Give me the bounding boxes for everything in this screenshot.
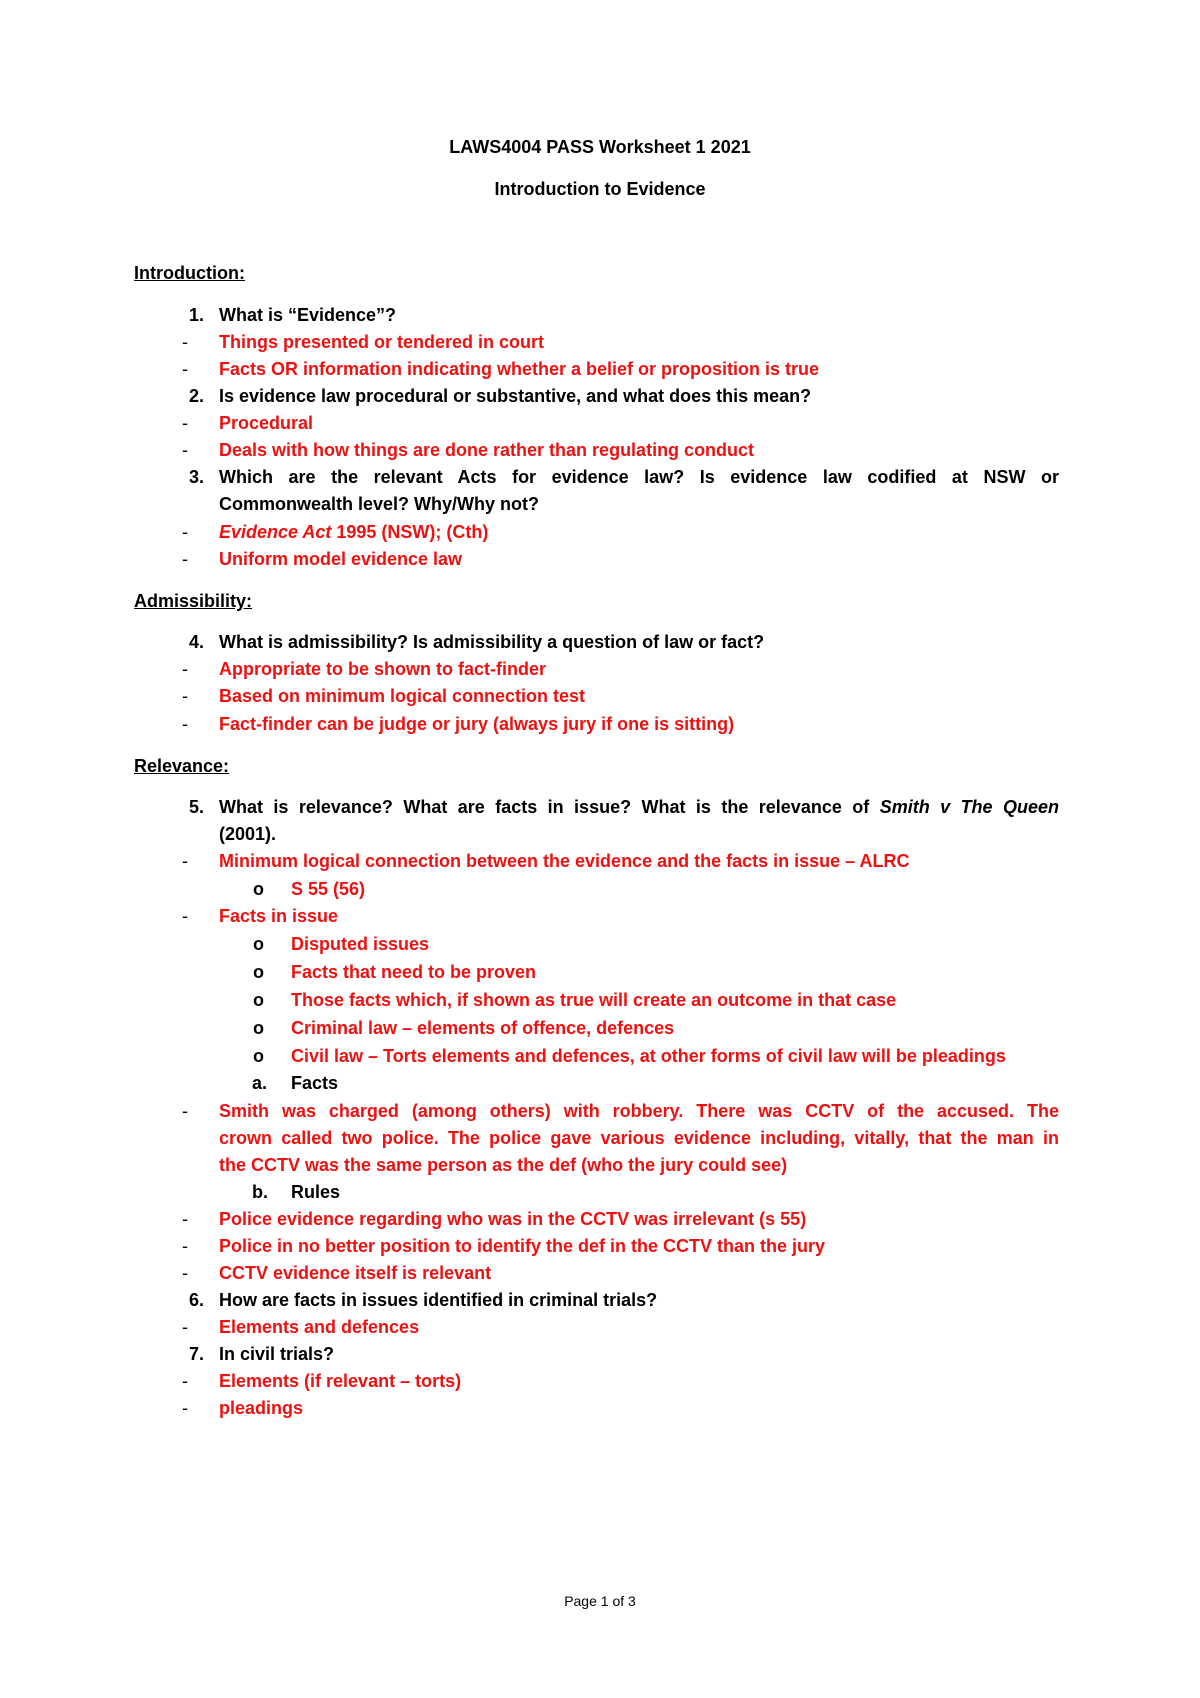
dash-marker: - [182,522,188,542]
dash-marker: - [182,1209,188,1229]
dash-marker: - [182,659,188,679]
question-number: 7. [188,1344,204,1364]
dash-marker: - [182,1263,188,1283]
document-subtitle: Introduction to Evidence [494,179,706,199]
bullet-marker: o [253,1046,264,1066]
dash-marker: - [182,359,188,379]
question-text: What is admissibility? Is admissibility a question of law or fact? [219,632,765,652]
bullet-marker: o [253,962,264,982]
question-text: (2001). [219,824,277,844]
dash-marker: - [182,1236,188,1256]
question-number: 6. [188,1290,204,1310]
bullet-marker: o [253,1018,264,1038]
dash-marker: - [182,1398,188,1418]
question-text: Which are the relevant Acts for evidence law? Is evidence law codified at NSW or [219,467,1059,487]
bullet-marker: o [253,934,264,954]
section-heading-relevance: Relevance: [134,756,230,776]
question-text-part: What is relevance? What are facts in issue? What is the relevance of [219,797,870,817]
case-name: Smith v The Queen [879,797,1059,817]
answer-text: Police evidence regarding who was in the CCTV was irrelevant (s 55) [219,1209,807,1229]
dash-marker: - [182,332,188,352]
dash-marker: - [182,440,188,460]
answer-text: Facts OR information indicating whether a belief or proposition is true [219,359,820,379]
bullet-text: Facts that need to be proven [291,962,537,982]
answer-text: Deals with how things are done rather than regulating conduct [219,440,755,460]
bullet-text: Those facts which, if shown as true will create an outcome in that case [291,990,897,1010]
question-text: Is evidence law procedural or substantive, and what does this mean? [219,386,812,406]
act-details: 1995 (NSW); (Cth) [331,522,489,542]
bullet-text: S 55 (56) [291,879,366,899]
answer-text: crown called two police. The police gave various evidence including, vitally, that the man in [219,1128,1059,1148]
dash-marker: - [182,1101,188,1121]
dash-marker: - [182,714,188,734]
sub-marker: b. [252,1182,268,1202]
question-text: Commonwealth level? Why/Why not? [219,494,540,514]
answer-text: CCTV evidence itself is relevant [219,1263,492,1283]
answer-text: Procedural [219,413,314,433]
question-number: 4. [188,632,204,652]
question-text: In civil trials? [219,1344,335,1364]
bullet-text: Disputed issues [291,934,430,954]
bullet-text: Criminal law – elements of offence, defences [291,1018,675,1038]
bullet-marker: o [253,879,264,899]
dash-marker: - [182,851,188,871]
question-number: 5. [188,797,204,817]
question-text [219,796,1059,818]
answer-text: the CCTV was the same person as the def (who the jury could see) [219,1155,788,1175]
bullet-marker: o [253,990,264,1010]
page-number: Page 1 of 3 [564,1593,636,1609]
answer-text: Things presented or tendered in court [219,332,545,352]
question-text: What is “Evidence”? [219,305,397,325]
answer-text: Elements and defences [219,1317,420,1337]
sub-heading-text: Rules [291,1182,341,1202]
dash-marker: - [182,686,188,706]
answer-text: pleadings [219,1398,304,1418]
section-heading-introduction: Introduction: [134,263,245,283]
question-number: 1. [188,305,204,325]
section-heading-admissibility: Admissibility: [134,591,253,611]
answer-text: Based on minimum logical connection test [219,686,586,706]
answer-text: Smith was charged (among others) with robbery. There was CCTV of the accused. The [219,1101,1059,1121]
question-text: How are facts in issues identified in criminal trials? [219,1290,658,1310]
dash-marker: - [182,1317,188,1337]
answer-text [219,521,488,543]
bullet-text: Civil law – Torts elements and defences, at other forms of civil law will be pleadings [291,1046,1006,1066]
dash-marker: - [182,413,188,433]
answer-text: Minimum logical connection between the evidence and the facts in issue – ALRC [219,851,910,871]
sub-heading-text: Facts [291,1073,339,1093]
dash-marker: - [182,1371,188,1391]
question-number: 2. [188,386,204,406]
document-title: LAWS4004 PASS Worksheet 1 2021 [449,137,751,157]
answer-text: Fact-finder can be judge or jury (always jury if one is sitting) [219,714,735,734]
sub-marker: a. [252,1073,268,1093]
answer-text: Police in no better position to identify the def in the CCTV than the jury [219,1236,826,1256]
act-name: Evidence Act [219,522,332,542]
answer-text: Facts in issue [219,906,339,926]
answer-text: Elements (if relevant – torts) [219,1371,462,1391]
question-number: 3. [188,467,204,487]
answer-text: Uniform model evidence law [219,549,463,569]
answer-text: Appropriate to be shown to fact-finder [219,659,546,679]
dash-marker: - [182,906,188,926]
dash-marker: - [182,549,188,569]
